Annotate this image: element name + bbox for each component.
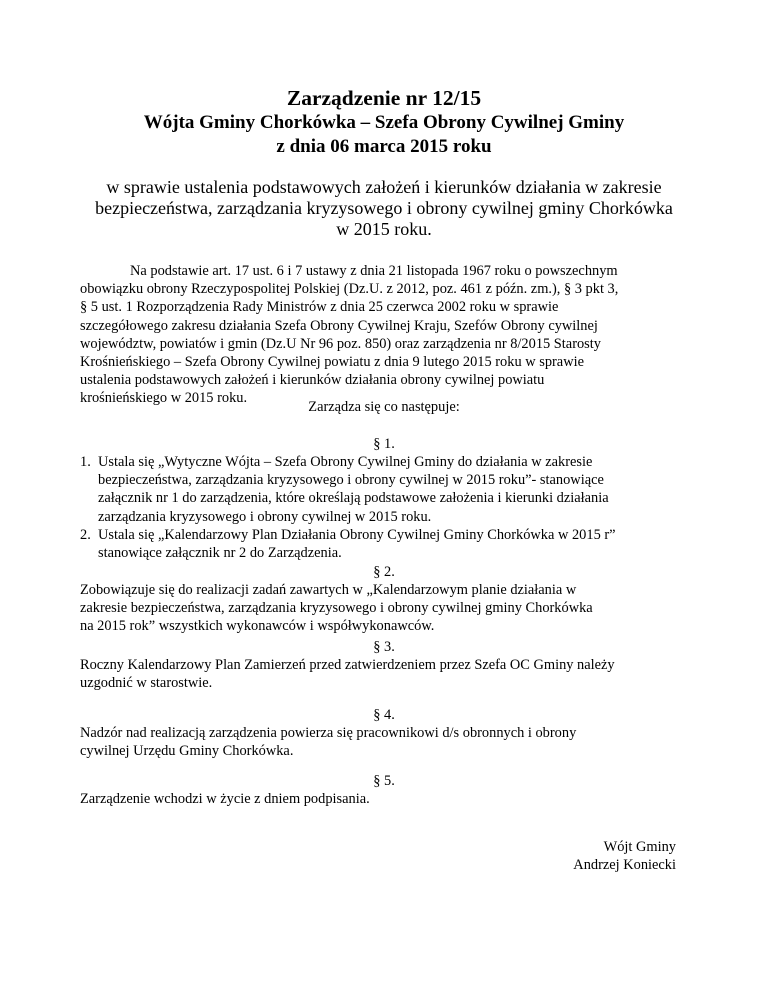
document-date: z dnia 06 marca 2015 roku	[276, 136, 492, 157]
list-item	[80, 453, 700, 526]
subject-line: w sprawie ustalenia podstawowych założeń i kierunków działania w zakresie	[106, 177, 662, 197]
paragraph-line: krośnieńskiego w 2015 roku.	[80, 390, 248, 407]
paragraph-line: Na podstawie art. 17 ust. 6 i 7 ustawy z dnia 21 listopada 1967 roku o powszechnym	[130, 263, 618, 279]
section-5-text	[80, 790, 700, 808]
paragraph-line: zakresie bezpieczeństwa, zarządzania kryzysowego i obrony cywilnej gminy Chorkówka	[80, 600, 593, 617]
list-number: 1.	[80, 454, 91, 470]
section-heading: § 2.	[373, 564, 395, 580]
section-2-text	[80, 581, 700, 636]
paragraph-line: województw, powiatów i gmin (Dz.U Nr 96 poz. 850) oraz zarządzenia nr 8/2015 Starosty	[80, 335, 601, 352]
list-line: załącznik nr 1 do zarządzenia, które określają podstawowe założenia i kierunki działania	[98, 490, 609, 507]
list-item	[80, 526, 700, 562]
subject-line: w 2015 roku.	[336, 219, 432, 239]
section-heading: § 4.	[373, 707, 395, 723]
section-heading: § 5.	[373, 773, 395, 789]
section-3-text	[80, 656, 700, 692]
decree-intro: Zarządza się co następuje:	[308, 399, 460, 415]
paragraph-line: Zarządzenie wchodzi w życie z dniem podpisania.	[80, 791, 370, 807]
list-line: Ustala się „Kalendarzowy Plan Działania Obrony Cywilnej Gminy Chorkówka w 2015 r”	[98, 526, 616, 543]
signature-title: Wójt Gminy	[603, 839, 676, 855]
section-heading: § 1.	[373, 436, 395, 452]
paragraph-line: uzgodnić w starostwie.	[80, 675, 213, 692]
signature-name: Andrzej Koniecki	[573, 857, 676, 873]
paragraph-line: Krośnieńskiego – Szefa Obrony Cywilnej powiatu z dnia 9 lutego 2015 roku w sprawie	[80, 354, 584, 371]
paragraph-line: szczegółowego zakresu działania Szefa Obrony Cywilnej Kraju, Szefów Obrony cywilnej	[80, 317, 598, 334]
paragraph-line: na 2015 rok” wszystkich wykonawców i współwykonawców.	[80, 618, 435, 635]
list-line: zarządzania kryzysowego i obrony cywilnej w 2015 roku.	[98, 508, 432, 525]
paragraph-line: § 5 ust. 1 Rozporządzenia Rady Ministrów z dnia 25 czerwca 2002 roku w sprawie	[80, 299, 559, 316]
document-subject	[80, 177, 688, 240]
section-4-text	[80, 724, 700, 760]
list-line: stanowiące załącznik nr 2 do Zarządzenia.	[98, 545, 342, 562]
section-heading: § 3.	[373, 639, 395, 655]
list-line: bezpieczeństwa, zarządzania kryzysowego i obrony cywilnej w 2015 roku”- stanowiące	[98, 472, 604, 489]
section-1-list	[80, 453, 700, 562]
paragraph-line: cywilnej Urzędu Gminy Chorkówka.	[80, 743, 294, 760]
document-issuer: Wójta Gminy Chorkówka – Szefa Obrony Cywilnej Gminy	[143, 112, 625, 133]
paragraph-line: Roczny Kalendarzowy Plan Zamierzeń przed zatwierdzeniem przez Szefa OC Gminy należy	[80, 657, 615, 673]
legal-basis-paragraph	[80, 262, 692, 408]
paragraph-line: Zobowiązuje się do realizacji zadań zawartych w „Kalendarzowym planie działania w	[80, 582, 577, 598]
paragraph-line: obowiązku obrony Rzeczypospolitej Polskiej (Dz.U. z 2012, poz. 461 z późn. zm.), § 3 pkt 3,	[80, 281, 619, 298]
paragraph-line: ustalenia podstawowych założeń i kierunków działania obrony cywilnej powiatu	[80, 372, 545, 389]
document-title: Zarządzenie nr 12/15	[286, 86, 482, 110]
paragraph-line: Nadzór nad realizacją zarządzenia powierza się pracownikowi d/s obronnych i obrony	[80, 725, 577, 741]
subject-line: bezpieczeństwa, zarządzania kryzysowego i obrony cywilnej gminy Chorkówka	[95, 198, 673, 218]
list-number: 2.	[80, 526, 91, 543]
list-line: Ustala się „Wytyczne Wójta – Szefa Obrony Cywilnej Gminy do działania w zakresie	[98, 454, 593, 470]
